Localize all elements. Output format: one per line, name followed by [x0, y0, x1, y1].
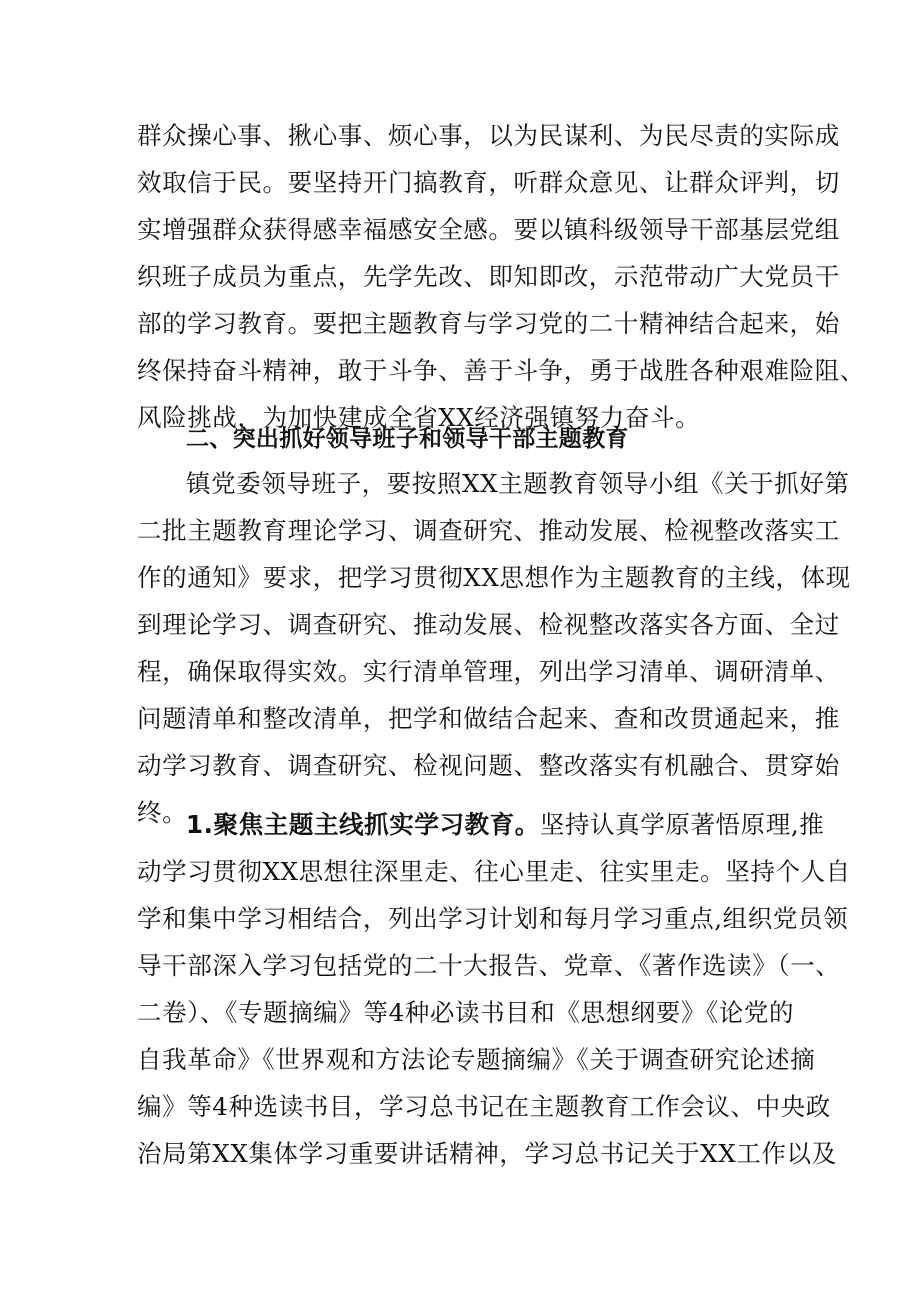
section-heading: 二、突出抓好领导班子和领导干部主题教育: [186, 426, 629, 452]
paragraph-line: 风险挑战，为加快建成全省XX经济强镇努力奋斗。: [137, 403, 701, 432]
paragraph-line: 部的学习教育。要把主题教育与学习党的二十精神结合起来，始: [137, 309, 840, 338]
paragraph-line: 效取信于民。要坚持开门搞教育，听群众意见、让群众评判，切: [137, 168, 840, 197]
paragraph-line: 问题清单和整改清单，把学和做结合起来、查和改贯通起来，推: [137, 704, 840, 733]
paragraph-line: 作的通知》要求，把学习贯彻XX思想作为主题教育的主线，体现: [137, 563, 851, 592]
paragraph-line: 镇党委领导班子，要按照XX主题教育领导小组《关于抓好第: [186, 469, 850, 498]
paragraph-line: 终。: [137, 798, 188, 827]
paragraph-line: 自我革命》《世界观和方法论专题摘编》《关于调查研究论述摘: [137, 1045, 816, 1074]
paragraph-line: 动学习贯彻XX思想往深里走、往心里走、往实里走。坚持个人自: [137, 857, 851, 886]
paragraph-line: 织班子成员为重点，先学先改、即知即改，示范带动广大党员干: [137, 262, 840, 291]
paragraph-continuation: [137, 112, 865, 441]
paragraph-line: 治局第XX集体学习重要讲话精神，学习总书记关于XX工作以及: [137, 1139, 837, 1168]
item-study-education: [137, 801, 851, 1177]
paragraph-line: 程，确保取得实效。实行清单管理，列出学习清单、调研清单、: [137, 657, 840, 686]
section-heading-block: [137, 416, 797, 463]
item-first-line: [137, 801, 825, 848]
paragraph-line: 二批主题教育理论学习、调查研究、推动发展、检视整改落实工: [137, 516, 840, 545]
item-first-line-text: 坚持认真学原著悟原理,推: [539, 810, 825, 839]
paragraph-line: 到理论学习、调查研究、推动发展、检视整改落实各方面、全过: [137, 610, 840, 639]
paragraph-line: 编》等4种选读书目，学习总书记在主题教育工作会议、中央政: [137, 1092, 831, 1121]
paragraph-line: 群众操心事、揪心事、烦心事，以为民谋利、为民尽责的实际成: [137, 121, 840, 150]
paragraph-line: 二卷）、《专题摘编》等4种必读书目和《思想纲要》《论党的: [137, 998, 795, 1027]
item-title: 1.聚焦主题主线抓实学习教育。: [186, 810, 540, 839]
paragraph-line: 学和集中学习相结合，列出学习计划和每月学习重点,组织党员领: [137, 904, 849, 933]
paragraph-leadership: [137, 460, 851, 836]
paragraph-line: 实增强群众获得感幸福感安全感。要以镇科级领导干部基层党组: [137, 215, 840, 244]
paragraph-line: 终保持奋斗精神，敢于斗争、善于斗争，勇于战胜各种艰难险阻、: [137, 356, 865, 385]
paragraph-line: 导干部深入学习包括党的二十大报告、党章、《著作选读》（一、: [137, 951, 841, 980]
paragraph-line: 动学习教育、调查研究、检视问题、整改落实有机融合、贯穿始: [137, 751, 840, 780]
